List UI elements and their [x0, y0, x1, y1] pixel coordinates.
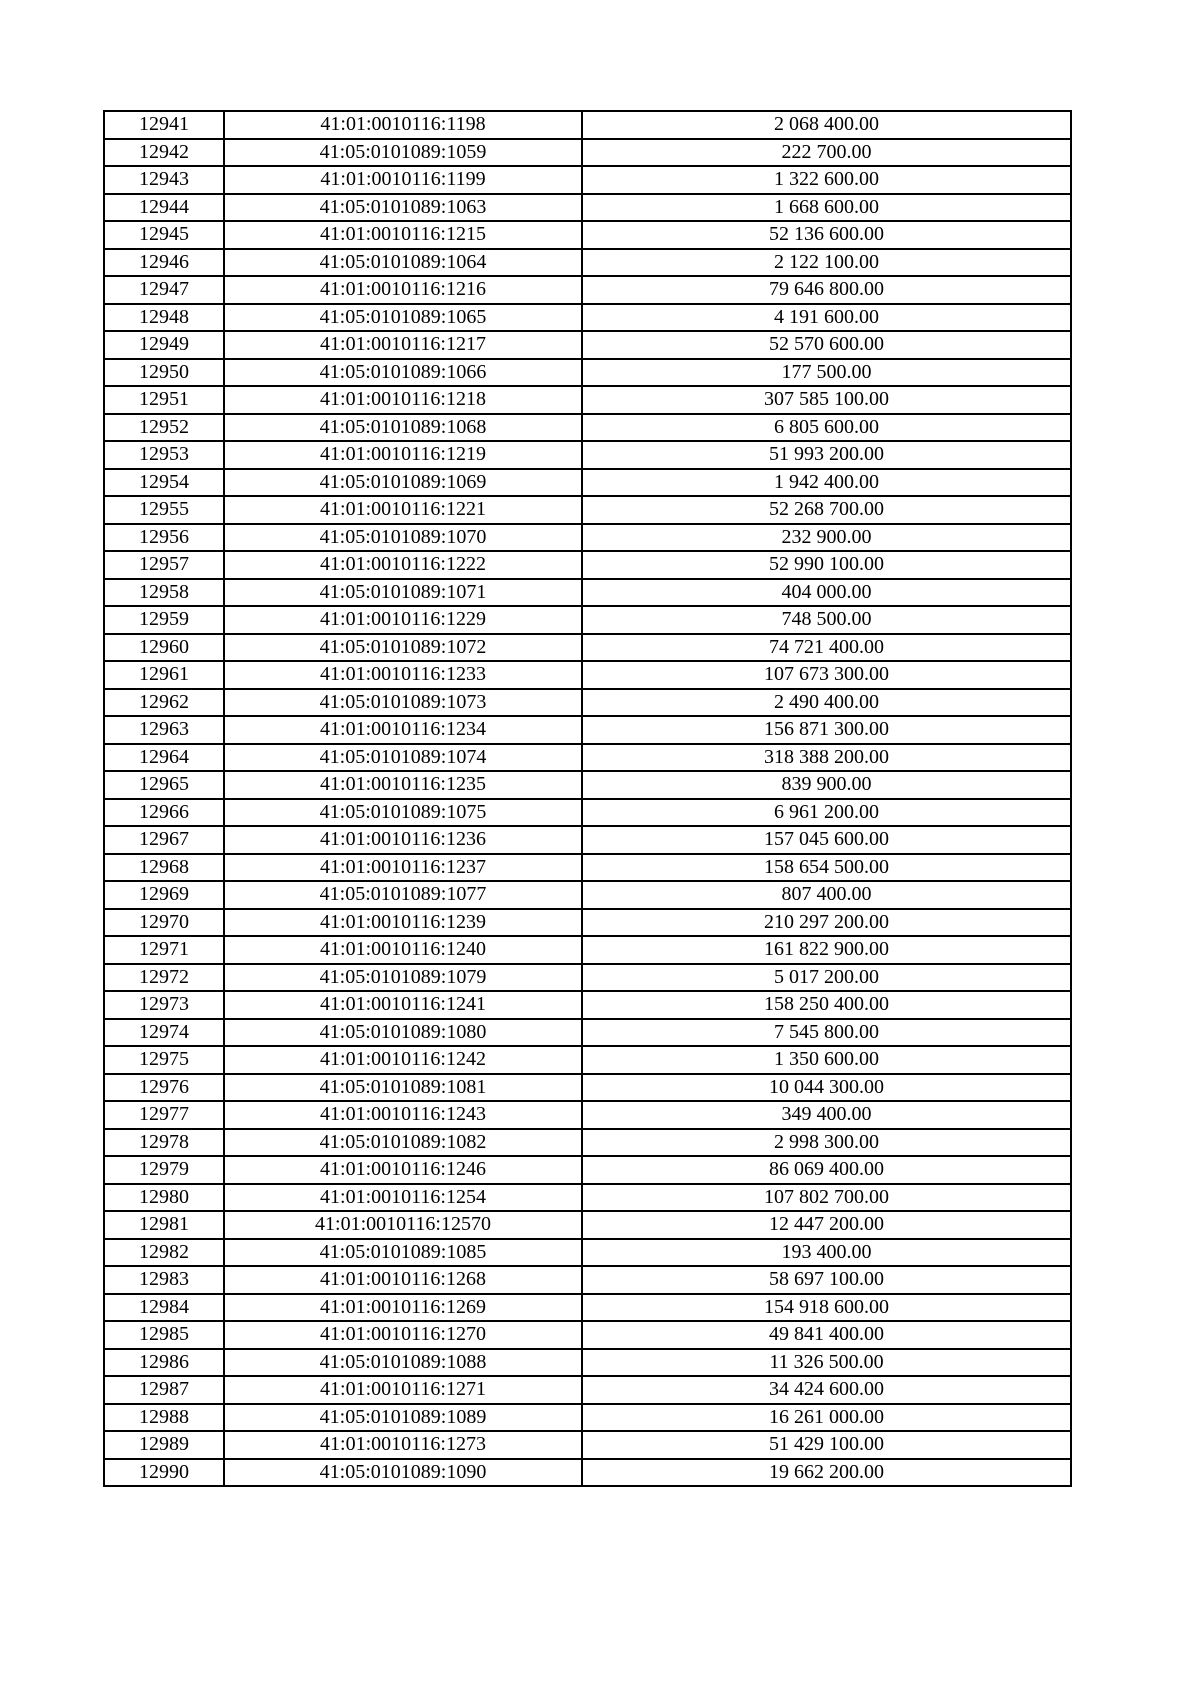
- table-row: [104, 414, 1071, 442]
- cadastral-value-cell: 52 268 700.00: [582, 496, 1071, 524]
- cadastral-number-cell: 41:05:0101089:1088: [224, 1349, 582, 1377]
- row-number-cell: 12978: [104, 1129, 224, 1157]
- row-number-cell: 12984: [104, 1294, 224, 1322]
- row-number-cell: 12958: [104, 579, 224, 607]
- row-number-cell: 12949: [104, 331, 224, 359]
- row-number-cell: 12982: [104, 1239, 224, 1267]
- cadastral-number-cell: 41:01:0010116:1217: [224, 331, 582, 359]
- table-body: [104, 111, 1071, 1486]
- cadastral-number-cell: 41:01:0010116:1233: [224, 661, 582, 689]
- cadastral-number-cell: 41:01:0010116:1271: [224, 1376, 582, 1404]
- row-number-cell: 12990: [104, 1459, 224, 1487]
- table-row: [104, 689, 1071, 717]
- cadastral-number-cell: 41:05:0101089:1082: [224, 1129, 582, 1157]
- row-number-cell: 12969: [104, 881, 224, 909]
- row-number-cell: 12950: [104, 359, 224, 387]
- cadastral-number-cell: 41:05:0101089:1075: [224, 799, 582, 827]
- table-row: [104, 1459, 1071, 1487]
- table-row: [104, 799, 1071, 827]
- cadastral-number-cell: 41:05:0101089:1074: [224, 744, 582, 772]
- table-row: [104, 1321, 1071, 1349]
- table-row: [104, 771, 1071, 799]
- row-number-cell: 12951: [104, 386, 224, 414]
- cadastral-value-cell: 158 250 400.00: [582, 991, 1071, 1019]
- row-number-cell: 12945: [104, 221, 224, 249]
- cadastral-number-cell: 41:01:0010116:1239: [224, 909, 582, 937]
- table-row: [104, 1376, 1071, 1404]
- cadastral-value-cell: 193 400.00: [582, 1239, 1071, 1267]
- cadastral-value-cell: 10 044 300.00: [582, 1074, 1071, 1102]
- table-row: [104, 386, 1071, 414]
- table-row: [104, 826, 1071, 854]
- cadastral-value-cell: 158 654 500.00: [582, 854, 1071, 882]
- cadastral-number-cell: 41:05:0101089:1081: [224, 1074, 582, 1102]
- cadastral-number-cell: 41:05:0101089:1068: [224, 414, 582, 442]
- cadastral-value-cell: 2 122 100.00: [582, 249, 1071, 277]
- cadastral-value-cell: 2 998 300.00: [582, 1129, 1071, 1157]
- row-number-cell: 12966: [104, 799, 224, 827]
- cadastral-value-cell: 49 841 400.00: [582, 1321, 1071, 1349]
- row-number-cell: 12959: [104, 606, 224, 634]
- cadastral-number-cell: 41:05:0101089:1077: [224, 881, 582, 909]
- row-number-cell: 12967: [104, 826, 224, 854]
- cadastral-value-cell: 16 261 000.00: [582, 1404, 1071, 1432]
- row-number-cell: 12973: [104, 991, 224, 1019]
- table-row: [104, 1129, 1071, 1157]
- cadastral-number-cell: 41:01:0010116:1234: [224, 716, 582, 744]
- cadastral-number-cell: 41:01:0010116:1270: [224, 1321, 582, 1349]
- row-number-cell: 12970: [104, 909, 224, 937]
- table-row: [104, 249, 1071, 277]
- cadastral-number-cell: 41:01:0010116:1221: [224, 496, 582, 524]
- row-number-cell: 12960: [104, 634, 224, 662]
- cadastral-value-cell: 107 673 300.00: [582, 661, 1071, 689]
- row-number-cell: 12964: [104, 744, 224, 772]
- table-row: [104, 194, 1071, 222]
- cadastral-number-cell: 41:05:0101089:1072: [224, 634, 582, 662]
- cadastral-number-cell: 41:01:0010116:1216: [224, 276, 582, 304]
- cadastral-value-cell: 839 900.00: [582, 771, 1071, 799]
- table-row: [104, 221, 1071, 249]
- cadastral-number-cell: 41:05:0101089:1070: [224, 524, 582, 552]
- row-number-cell: 12975: [104, 1046, 224, 1074]
- table-row: [104, 1101, 1071, 1129]
- row-number-cell: 12956: [104, 524, 224, 552]
- cadastral-number-cell: 41:05:0101089:1089: [224, 1404, 582, 1432]
- cadastral-number-cell: 41:01:0010116:1215: [224, 221, 582, 249]
- table-row: [104, 991, 1071, 1019]
- cadastral-number-cell: 41:01:0010116:1222: [224, 551, 582, 579]
- table-row: [104, 139, 1071, 167]
- row-number-cell: 12986: [104, 1349, 224, 1377]
- table-row: [104, 1239, 1071, 1267]
- cadastral-value-cell: 6 961 200.00: [582, 799, 1071, 827]
- row-number-cell: 12963: [104, 716, 224, 744]
- table-row: [104, 716, 1071, 744]
- cadastral-number-cell: 41:05:0101089:1066: [224, 359, 582, 387]
- cadastral-value-cell: 58 697 100.00: [582, 1266, 1071, 1294]
- table-row: [104, 936, 1071, 964]
- cadastral-value-cell: 404 000.00: [582, 579, 1071, 607]
- cadastral-number-cell: 41:05:0101089:1059: [224, 139, 582, 167]
- cadastral-number-cell: 41:01:0010116:1237: [224, 854, 582, 882]
- cadastral-value-cell: 232 900.00: [582, 524, 1071, 552]
- cadastral-value-cell: 177 500.00: [582, 359, 1071, 387]
- table-row: [104, 881, 1071, 909]
- cadastral-number-cell: 41:05:0101089:1079: [224, 964, 582, 992]
- cadastral-number-cell: 41:01:0010116:1219: [224, 441, 582, 469]
- cadastral-value-cell: 1 322 600.00: [582, 166, 1071, 194]
- cadastral-value-cell: 307 585 100.00: [582, 386, 1071, 414]
- table-row: [104, 111, 1071, 139]
- row-number-cell: 12952: [104, 414, 224, 442]
- cadastral-number-cell: 41:01:0010116:1269: [224, 1294, 582, 1322]
- table-row: [104, 276, 1071, 304]
- cadastral-value-cell: 2 068 400.00: [582, 111, 1071, 139]
- table-row: [104, 166, 1071, 194]
- table-row: [104, 1156, 1071, 1184]
- row-number-cell: 12962: [104, 689, 224, 717]
- table-row: [104, 606, 1071, 634]
- cadastral-number-cell: 41:01:0010116:1236: [224, 826, 582, 854]
- table-row: [104, 1211, 1071, 1239]
- cadastral-value-cell: 1 942 400.00: [582, 469, 1071, 497]
- row-number-cell: 12947: [104, 276, 224, 304]
- cadastral-value-cell: 1 350 600.00: [582, 1046, 1071, 1074]
- cadastral-value-cell: 52 136 600.00: [582, 221, 1071, 249]
- cadastral-value-cell: 6 805 600.00: [582, 414, 1071, 442]
- row-number-cell: 12985: [104, 1321, 224, 1349]
- cadastral-number-cell: 41:05:0101089:1073: [224, 689, 582, 717]
- table-row: [104, 524, 1071, 552]
- cadastral-number-cell: 41:05:0101089:1065: [224, 304, 582, 332]
- cadastral-value-cell: 349 400.00: [582, 1101, 1071, 1129]
- row-number-cell: 12980: [104, 1184, 224, 1212]
- cadastral-number-cell: 41:05:0101089:1064: [224, 249, 582, 277]
- row-number-cell: 12943: [104, 166, 224, 194]
- cadastral-value-cell: 807 400.00: [582, 881, 1071, 909]
- table-row: [104, 1294, 1071, 1322]
- cadastral-value-cell: 748 500.00: [582, 606, 1071, 634]
- table-row: [104, 469, 1071, 497]
- cadastral-value-cell: 210 297 200.00: [582, 909, 1071, 937]
- row-number-cell: 12981: [104, 1211, 224, 1239]
- cadastral-number-cell: 41:05:0101089:1071: [224, 579, 582, 607]
- cadastral-value-cell: 74 721 400.00: [582, 634, 1071, 662]
- cadastral-number-cell: 41:01:0010116:1240: [224, 936, 582, 964]
- cadastral-value-cell: 19 662 200.00: [582, 1459, 1071, 1487]
- cadastral-value-cell: 157 045 600.00: [582, 826, 1071, 854]
- cadastral-value-table: [103, 110, 1072, 1487]
- cadastral-number-cell: 41:01:0010116:1242: [224, 1046, 582, 1074]
- cadastral-value-cell: 4 191 600.00: [582, 304, 1071, 332]
- row-number-cell: 12944: [104, 194, 224, 222]
- cadastral-number-cell: 41:05:0101089:1063: [224, 194, 582, 222]
- row-number-cell: 12979: [104, 1156, 224, 1184]
- row-number-cell: 12983: [104, 1266, 224, 1294]
- cadastral-number-cell: 41:01:0010116:1199: [224, 166, 582, 194]
- cadastral-value-cell: 156 871 300.00: [582, 716, 1071, 744]
- cadastral-number-cell: 41:05:0101089:1090: [224, 1459, 582, 1487]
- row-number-cell: 12954: [104, 469, 224, 497]
- table-row: [104, 331, 1071, 359]
- cadastral-value-cell: 86 069 400.00: [582, 1156, 1071, 1184]
- cadastral-value-cell: 12 447 200.00: [582, 1211, 1071, 1239]
- row-number-cell: 12972: [104, 964, 224, 992]
- cadastral-number-cell: 41:01:0010116:1241: [224, 991, 582, 1019]
- cadastral-value-cell: 51 429 100.00: [582, 1431, 1071, 1459]
- row-number-cell: 12977: [104, 1101, 224, 1129]
- cadastral-value-cell: 107 802 700.00: [582, 1184, 1071, 1212]
- row-number-cell: 12987: [104, 1376, 224, 1404]
- cadastral-number-cell: 41:01:0010116:1254: [224, 1184, 582, 1212]
- cadastral-value-cell: 154 918 600.00: [582, 1294, 1071, 1322]
- row-number-cell: 12961: [104, 661, 224, 689]
- cadastral-value-cell: 79 646 800.00: [582, 276, 1071, 304]
- row-number-cell: 12965: [104, 771, 224, 799]
- row-number-cell: 12989: [104, 1431, 224, 1459]
- row-number-cell: 12988: [104, 1404, 224, 1432]
- table-row: [104, 304, 1071, 332]
- row-number-cell: 12942: [104, 139, 224, 167]
- table-row: [104, 551, 1071, 579]
- table-row: [104, 1431, 1071, 1459]
- cadastral-value-cell: 2 490 400.00: [582, 689, 1071, 717]
- row-number-cell: 12955: [104, 496, 224, 524]
- row-number-cell: 12971: [104, 936, 224, 964]
- table-row: [104, 579, 1071, 607]
- cadastral-value-cell: 52 570 600.00: [582, 331, 1071, 359]
- cadastral-number-cell: 41:01:0010116:1198: [224, 111, 582, 139]
- table-row: [104, 441, 1071, 469]
- cadastral-number-cell: 41:01:0010116:1218: [224, 386, 582, 414]
- cadastral-value-cell: 34 424 600.00: [582, 1376, 1071, 1404]
- table-row: [104, 1266, 1071, 1294]
- table-row: [104, 634, 1071, 662]
- cadastral-number-cell: 41:05:0101089:1080: [224, 1019, 582, 1047]
- row-number-cell: 12941: [104, 111, 224, 139]
- cadastral-number-cell: 41:05:0101089:1069: [224, 469, 582, 497]
- cadastral-value-cell: 222 700.00: [582, 139, 1071, 167]
- row-number-cell: 12974: [104, 1019, 224, 1047]
- cadastral-value-cell: 5 017 200.00: [582, 964, 1071, 992]
- table-row: [104, 1349, 1071, 1377]
- cadastral-number-cell: 41:01:0010116:1246: [224, 1156, 582, 1184]
- cadastral-number-cell: 41:01:0010116:12570: [224, 1211, 582, 1239]
- table-row: [104, 359, 1071, 387]
- cadastral-number-cell: 41:05:0101089:1085: [224, 1239, 582, 1267]
- cadastral-value-cell: 318 388 200.00: [582, 744, 1071, 772]
- table-row: [104, 744, 1071, 772]
- table-row: [104, 1074, 1071, 1102]
- table-row: [104, 1019, 1071, 1047]
- cadastral-number-cell: 41:01:0010116:1273: [224, 1431, 582, 1459]
- cadastral-value-cell: 161 822 900.00: [582, 936, 1071, 964]
- table-row: [104, 496, 1071, 524]
- table-row: [104, 909, 1071, 937]
- cadastral-value-cell: 1 668 600.00: [582, 194, 1071, 222]
- table-row: [104, 1184, 1071, 1212]
- table-row: [104, 854, 1071, 882]
- cadastral-number-cell: 41:01:0010116:1229: [224, 606, 582, 634]
- cadastral-number-cell: 41:01:0010116:1243: [224, 1101, 582, 1129]
- table-row: [104, 1046, 1071, 1074]
- cadastral-value-cell: 52 990 100.00: [582, 551, 1071, 579]
- cadastral-value-cell: 11 326 500.00: [582, 1349, 1071, 1377]
- row-number-cell: 12946: [104, 249, 224, 277]
- cadastral-value-cell: 7 545 800.00: [582, 1019, 1071, 1047]
- table-row: [104, 964, 1071, 992]
- cadastral-value-cell: 51 993 200.00: [582, 441, 1071, 469]
- cadastral-number-cell: 41:01:0010116:1268: [224, 1266, 582, 1294]
- row-number-cell: 12957: [104, 551, 224, 579]
- row-number-cell: 12948: [104, 304, 224, 332]
- row-number-cell: 12953: [104, 441, 224, 469]
- table-row: [104, 661, 1071, 689]
- cadastral-number-cell: 41:01:0010116:1235: [224, 771, 582, 799]
- row-number-cell: 12976: [104, 1074, 224, 1102]
- row-number-cell: 12968: [104, 854, 224, 882]
- table-row: [104, 1404, 1071, 1432]
